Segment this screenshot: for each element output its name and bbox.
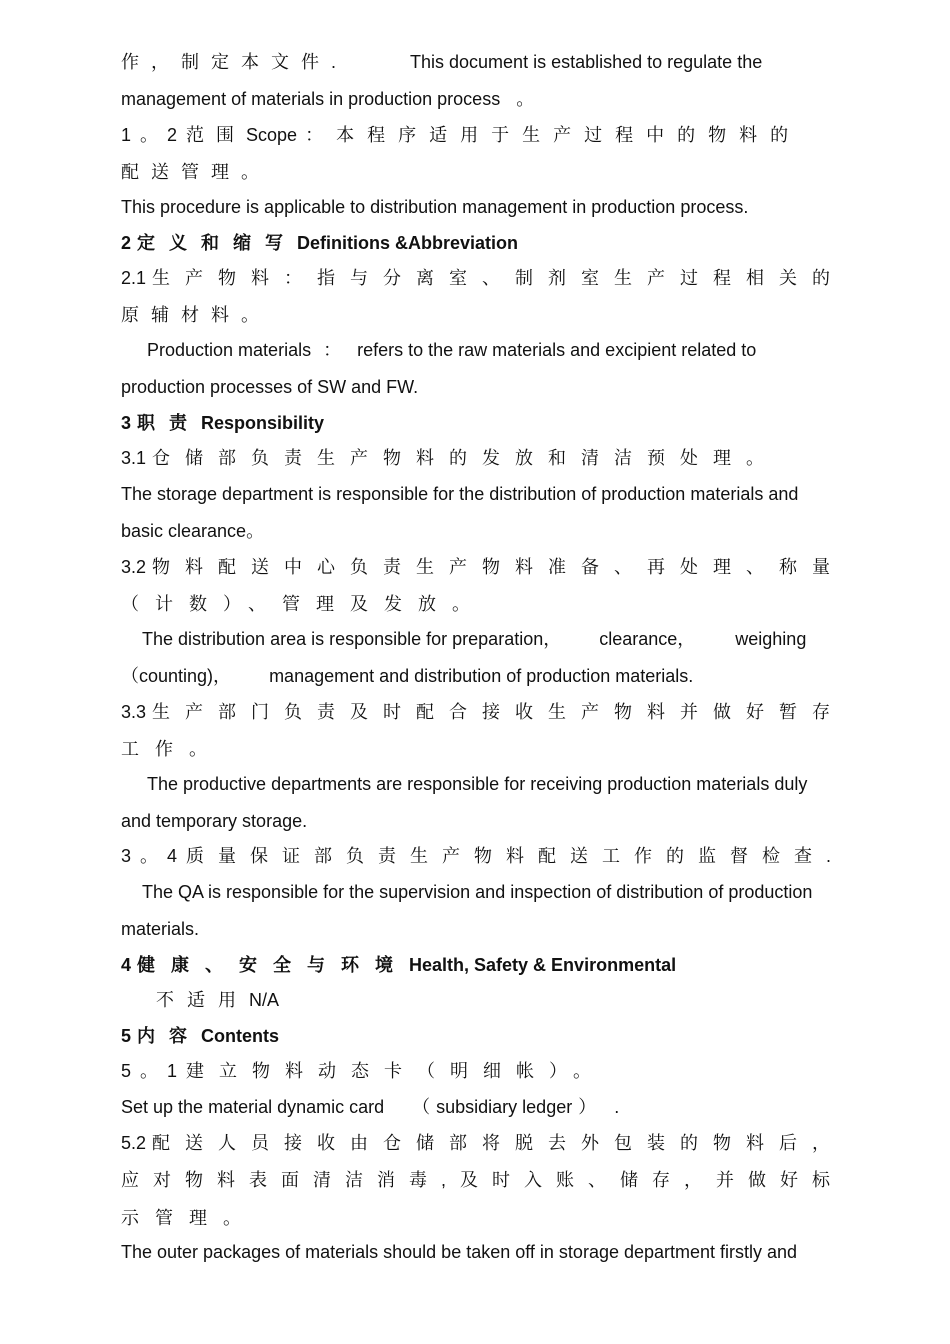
section-number: 5.2 (121, 1133, 147, 1153)
line-2 (121, 88, 534, 110)
text-en: Production materials (147, 340, 312, 360)
text-zh: 物料配送中心负责生产物料准备、再处理、称量 (152, 557, 846, 577)
section-number: 2 (121, 233, 132, 253)
line-27 (156, 989, 279, 1011)
text-zh: 作，制定本文件. (121, 52, 349, 72)
text-en: refers to the raw materials and excipient related to (357, 340, 757, 360)
section-number: 2.1 (121, 268, 147, 288)
text-bracket: （ (412, 1097, 431, 1117)
text-en: Responsibility (201, 413, 325, 433)
text-zh: 健康、安全与环境 (137, 955, 410, 975)
text-zh: 配送人员接收由仓储部将脱去外包装的物料后， (152, 1133, 846, 1153)
text-zh: 质量保证部负责生产物料配送工作的监督检查. (186, 846, 846, 866)
text-zh: 生产部门负责及时配合接收生产物料并做好暂存 (152, 702, 846, 722)
section-number: 3.1 (121, 448, 147, 468)
line-8: 原辅材料。 (121, 305, 271, 325)
text-en: subsidiary ledger (436, 1097, 573, 1117)
text-zh: 定义和缩写 (137, 233, 298, 253)
section-heading-3-4 (121, 845, 845, 867)
text-en: management of materials in production process (121, 89, 501, 109)
text-en: Scope (246, 125, 298, 145)
section-heading-5-2 (121, 1132, 845, 1154)
text-zh: 仓储部负责生产物料的发放和清洁预处理。 (152, 448, 780, 468)
section-heading-3-2 (121, 556, 845, 578)
section-number: 3.3 (121, 702, 147, 722)
text-en: clearance， (599, 629, 696, 649)
line-22: and temporary storage. (121, 811, 308, 831)
text-end: . (614, 1097, 620, 1117)
section-heading-4 (121, 954, 676, 976)
section-heading-1-2 (121, 124, 801, 146)
line-10: production processes of SW and FW. (121, 377, 419, 397)
line-34: The outer packages of materials should be taken off in storage department firstly and (121, 1242, 798, 1262)
section-heading-5-1 (121, 1060, 606, 1082)
line-21: The productive departments are responsible for receiving production materials duly (147, 774, 808, 794)
text-en: Set up the material dynamic card (121, 1097, 385, 1117)
text-zh: 内容 (137, 1026, 202, 1046)
text-zh: 范围 (186, 125, 247, 145)
section-number: 5 (121, 1026, 132, 1046)
line-16: （计数）、管理及发放。 (121, 594, 486, 614)
section-heading-3 (121, 412, 324, 434)
section-number: 5。1 (121, 1061, 187, 1081)
text-colon: ： (323, 340, 342, 360)
text-en: N/A (249, 990, 280, 1010)
line-24: The QA is responsible for the supervision and inspection of distribution of production (142, 882, 813, 902)
text-en: weighing (735, 629, 807, 649)
text-en: Definitions &Abbreviation (297, 233, 519, 253)
text-en: Contents (201, 1026, 280, 1046)
line-30 (121, 1096, 619, 1118)
text-bracket: ） (578, 1097, 597, 1117)
line-18 (121, 665, 693, 687)
line-1 (121, 51, 762, 73)
section-number: 4 (121, 955, 132, 975)
text-zh: 建立物料动态卡（明细帐）。 (186, 1061, 607, 1081)
line-13: The storage department is responsible for the distribution of production materials and (121, 484, 799, 504)
section-heading-3-3 (121, 701, 845, 723)
section-number: 3 (121, 413, 132, 433)
line-33: 示管理。 (121, 1208, 257, 1228)
line-4: 配送管理。 (121, 162, 271, 182)
section-heading-3-1 (121, 447, 779, 469)
text-end: 。 (516, 89, 535, 109)
text-en: management and distribution of production materials. (269, 666, 694, 686)
text-en: counting)， (139, 666, 232, 686)
line-32: 应对物料表面清洁消毒,及时入账、储存，并做好标 (121, 1170, 844, 1190)
text-zh: 不适用 (156, 990, 249, 1010)
text-bracket: （ (121, 666, 139, 686)
line-5: This procedure is applicable to distribution management in production process. (121, 197, 749, 217)
line-9 (147, 339, 756, 361)
section-number: 3.2 (121, 557, 147, 577)
section-heading-5 (121, 1025, 279, 1047)
section-number: 3。4 (121, 846, 187, 866)
line-25: materials. (121, 919, 200, 939)
text-zh: ：本程序适用于生产过程中的物料的 (305, 125, 802, 145)
text-en: Health, Safety & Environmental (409, 955, 677, 975)
section-number: 1。2 (121, 125, 187, 145)
line-17 (142, 628, 806, 650)
text-zh: 职责 (137, 413, 202, 433)
section-heading-2 (121, 232, 518, 254)
text-en: The distribution area is responsible for preparation， (142, 629, 562, 649)
line-14: basic clearance。 (121, 521, 265, 541)
text-en: This document is established to regulate the (410, 52, 763, 72)
text-zh: 生产物料：指与分离室、制剂室生产过程相关的 (152, 268, 846, 288)
section-heading-2-1 (121, 267, 845, 289)
line-20: 工作。 (121, 739, 223, 759)
